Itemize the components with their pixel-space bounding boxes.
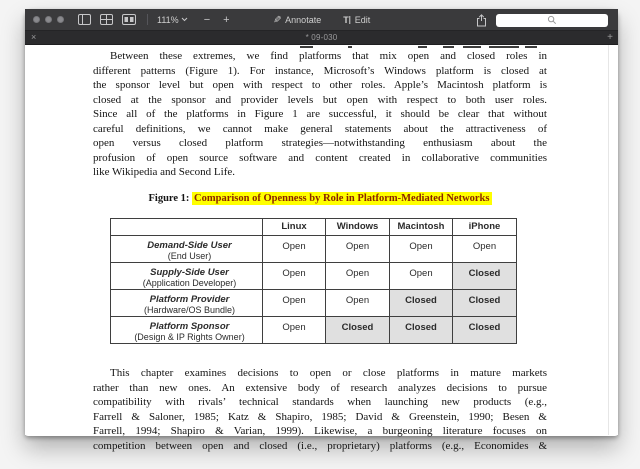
new-tab-button[interactable]: + bbox=[607, 32, 613, 43]
text-line: profusion of open source software and content created in collaborative communities bbox=[93, 151, 547, 164]
table-cell: Closed bbox=[390, 290, 453, 317]
clipped-line-remnant bbox=[489, 46, 519, 48]
table-header-linux: Linux bbox=[263, 219, 326, 236]
table-cell: Open bbox=[390, 236, 453, 263]
text-line: rather than new ones. An extensive body of research analyzes decisions to pursue bbox=[93, 381, 547, 394]
table-cell: Open bbox=[326, 263, 390, 290]
table-cell: Open bbox=[263, 236, 326, 263]
toolbar-divider bbox=[147, 14, 148, 25]
paragraph-between-extremes bbox=[93, 49, 547, 180]
text-line: Farrell & Saloner, 1985; Katz & Shapiro, 1985; David & Greenstein, 1990; Besen & bbox=[93, 410, 547, 423]
search-field bbox=[496, 14, 608, 27]
tab-close-button[interactable]: × bbox=[31, 32, 37, 42]
table-cell: Open bbox=[263, 263, 326, 290]
tab-title[interactable]: * 09-030 bbox=[305, 33, 338, 42]
table-cell: Open bbox=[390, 263, 453, 290]
table-header-iphone: iPhone bbox=[453, 219, 517, 236]
zoom-window-button[interactable] bbox=[57, 16, 64, 23]
search-input[interactable] bbox=[496, 14, 608, 27]
zoom-out-button[interactable]: − bbox=[203, 13, 211, 26]
text-line: Between these extremes, we find platforms that mix open and closed roles in bbox=[110, 50, 547, 62]
role-cell: Demand-Side User (End User) bbox=[111, 236, 263, 263]
thumbnails-view-icon[interactable] bbox=[100, 14, 113, 25]
annotate-label: Annotate bbox=[285, 15, 322, 25]
role-cell: Platform Provider (Hardware/OS Bundle) bbox=[111, 290, 263, 317]
table-cell: Closed bbox=[390, 317, 453, 344]
table-row bbox=[111, 290, 517, 317]
zoom-level-dropdown[interactable] bbox=[157, 15, 188, 25]
preview-window bbox=[25, 9, 618, 452]
text-line: the sponsor level but open with respect to other roles. Apple’s Macintosh platform is bbox=[93, 79, 547, 91]
chevron-down-icon bbox=[181, 17, 188, 22]
tab-bar bbox=[25, 31, 618, 45]
role-cell: Platform Sponsor (Design & IP Rights Owner) bbox=[111, 317, 263, 344]
figure-caption-highlight: Comparison of Openness by Role in Platform-Mediated Networks bbox=[194, 192, 490, 204]
annotate-button[interactable] bbox=[273, 15, 321, 26]
clipped-line-remnant bbox=[300, 46, 313, 48]
table-cell: Open bbox=[326, 236, 390, 263]
openness-table bbox=[110, 218, 517, 344]
text-edit-icon: T bbox=[343, 15, 349, 25]
table-cell: Closed bbox=[453, 263, 517, 290]
table-cell: Open bbox=[263, 290, 326, 317]
text-line: This chapter examines decisions to open or close platforms in mature markets bbox=[110, 367, 547, 379]
table-header-macintosh: Macintosh bbox=[390, 219, 453, 236]
share-icon[interactable] bbox=[476, 14, 487, 27]
text-line: compatibility with rivals’ technical standards when launching new products (e.g., bbox=[93, 396, 547, 408]
toolbar bbox=[25, 9, 618, 31]
clipped-line-remnant bbox=[443, 46, 454, 48]
table-cell: Closed bbox=[326, 317, 390, 344]
table-cell: Open bbox=[263, 317, 326, 344]
table-cell: Closed bbox=[453, 290, 517, 317]
figure-caption bbox=[93, 192, 547, 207]
clipped-line-remnant bbox=[463, 46, 481, 48]
paragraph-this-chapter bbox=[93, 366, 547, 453]
table-header-role bbox=[111, 219, 263, 236]
table-cell: Closed bbox=[453, 317, 517, 344]
document-body bbox=[25, 45, 618, 453]
scrollbar[interactable] bbox=[608, 45, 609, 435]
text-line: closed at the sponsor and provider levels but open with respect to both user roles. bbox=[93, 93, 547, 106]
edit-button[interactable] bbox=[343, 15, 370, 25]
table-row bbox=[111, 236, 517, 263]
role-cell: Supply-Side User (Application Developer) bbox=[111, 263, 263, 290]
minimize-window-button[interactable] bbox=[45, 16, 52, 23]
pencil-icon: ✎ bbox=[272, 14, 282, 26]
pdf-page[interactable] bbox=[25, 45, 618, 452]
table-cell: Open bbox=[453, 236, 517, 263]
table-header-row bbox=[111, 219, 517, 236]
text-line: Since all of the platforms in Figure 1 are successful, it should be clear that without bbox=[93, 108, 547, 120]
clipped-line-remnant bbox=[348, 46, 352, 48]
clipped-line-remnant bbox=[525, 46, 537, 48]
table-row bbox=[111, 317, 517, 344]
contact-sheet-view-icon[interactable] bbox=[122, 14, 136, 25]
close-window-button[interactable] bbox=[33, 16, 40, 23]
window-controls bbox=[33, 16, 64, 23]
table-header-windows: Windows bbox=[326, 219, 390, 236]
text-line: Farrell, 1994; Shapiro & Varian, 1999). Likewise, a burgeoning literature focuses on bbox=[93, 425, 547, 437]
text-line: competition between open and closed (i.e., proprietary) platforms (e.g., Economides & bbox=[93, 439, 547, 452]
text-line: open versus closed platform strategies—notwithstanding enthusiasm about the bbox=[93, 137, 547, 149]
table-cell: Open bbox=[326, 290, 390, 317]
text-line: like Wikipedia and Second Life. bbox=[93, 166, 236, 178]
text-line: different patterns (Figure 1). For instance, Microsoft’s Windows platform is closed at bbox=[93, 64, 547, 77]
sidebar-toggle-icon[interactable] bbox=[78, 14, 91, 25]
zoom-in-button[interactable]: + bbox=[223, 13, 230, 26]
edit-label: Edit bbox=[354, 15, 371, 25]
figure-caption-prefix: Figure 1: bbox=[148, 192, 193, 204]
text-line: careful definitions, we cannot make general statements about the attractiveness of bbox=[93, 122, 547, 135]
clipped-line-remnant bbox=[418, 46, 427, 48]
table-row bbox=[111, 263, 517, 290]
zoom-level-value: 111% bbox=[157, 14, 179, 25]
